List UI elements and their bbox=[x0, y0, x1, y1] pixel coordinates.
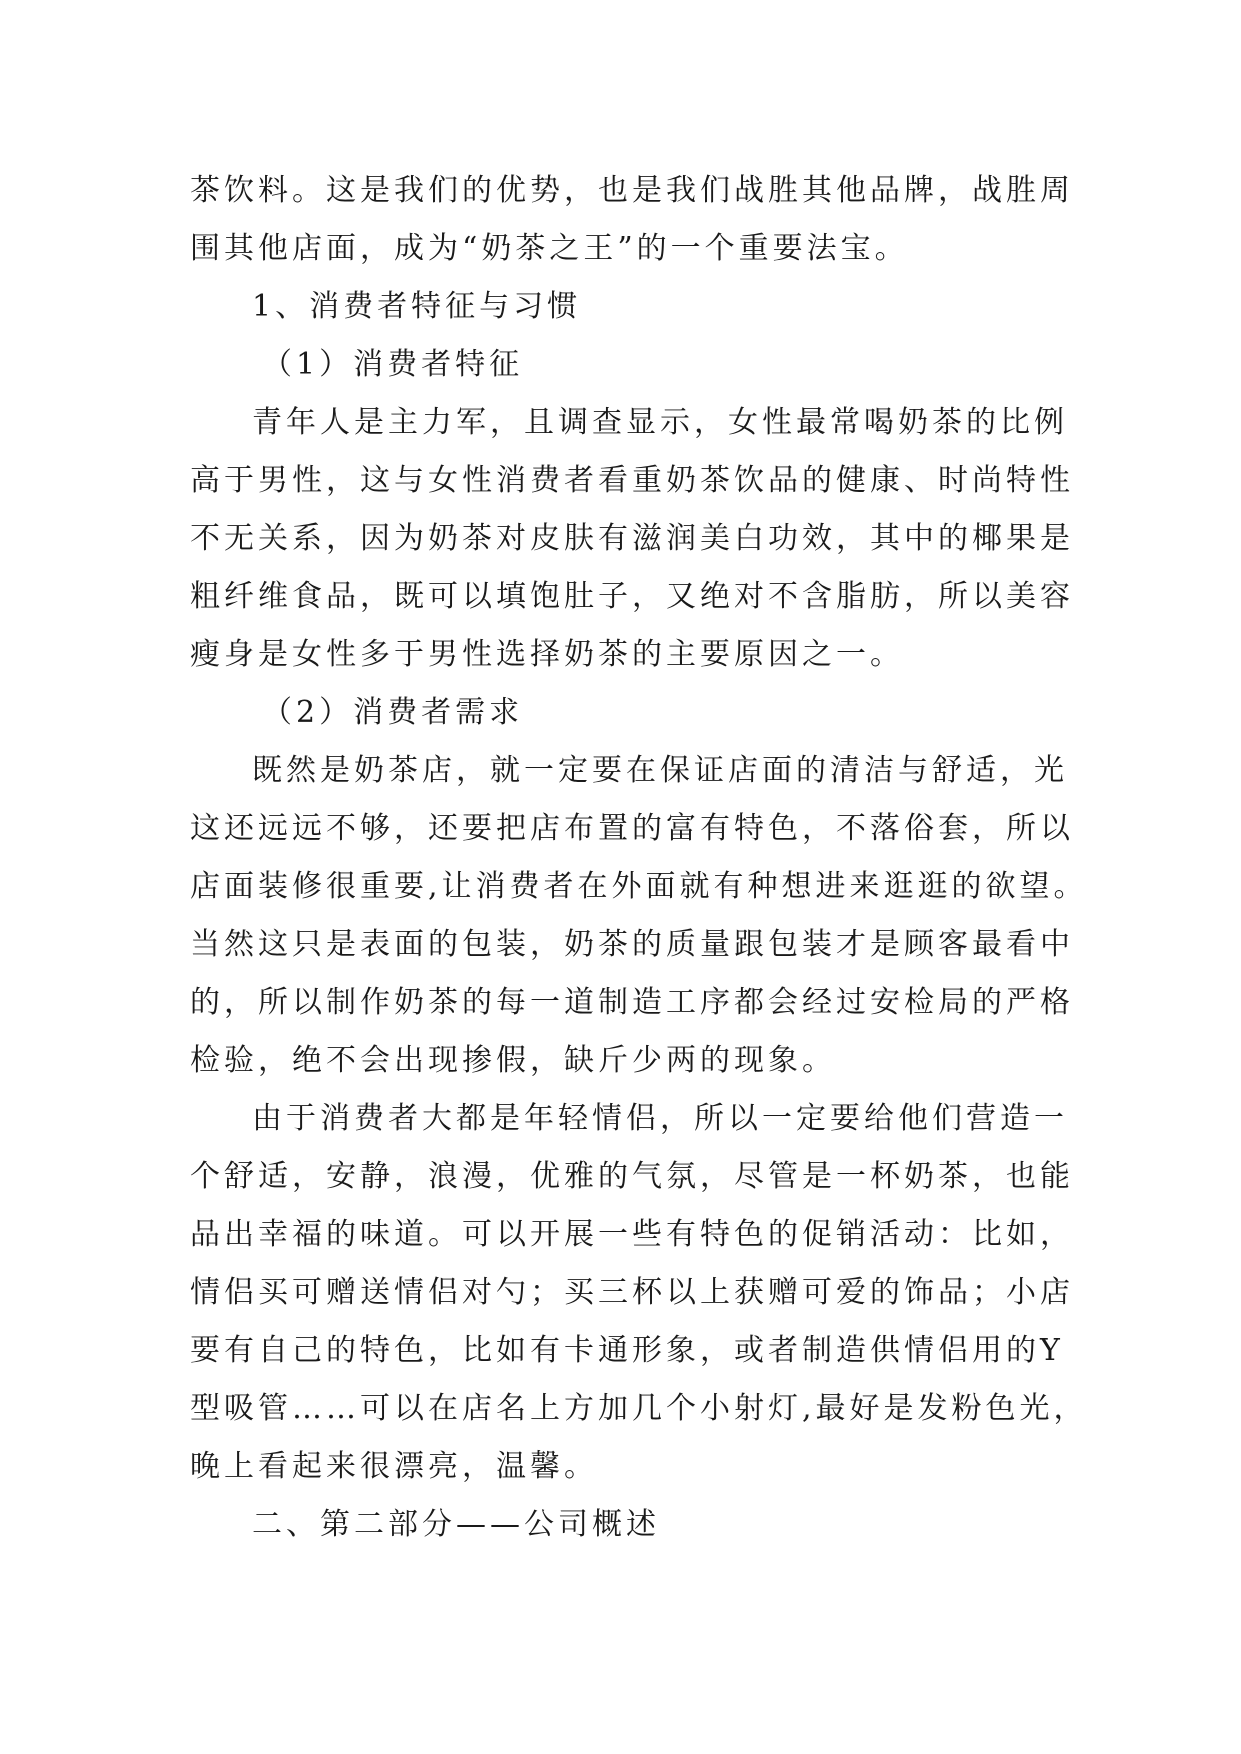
paragraph-line: 晚上看起来很漂亮，温馨。 bbox=[190, 1449, 598, 1484]
paragraph-line: 不无关系，因为奶茶对皮肤有滋润美白功效，其中的椰果是 bbox=[190, 521, 1074, 556]
paragraph-line: 店面装修很重要,让消费者在外面就有种想进来逛逛的欲望。 bbox=[190, 869, 1088, 904]
section-heading: 二、第二部分——公司概述 bbox=[252, 1507, 660, 1542]
document-body bbox=[190, 162, 1088, 1554]
paragraph-line: 当然这只是表面的包装，奶茶的质量跟包装才是顾客最看中 bbox=[190, 927, 1074, 962]
paragraph-line: 检验，绝不会出现掺假，缺斤少两的现象。 bbox=[190, 1043, 836, 1078]
paragraph-line: 青年人是主力军，且调查显示，女性最常喝奶茶的比例 bbox=[252, 405, 1068, 440]
paragraph-line: 由于消费者大都是年轻情侣，所以一定要给他们营造一 bbox=[252, 1101, 1068, 1136]
paragraph-line: 瘦身是女性多于男性选择奶茶的主要原因之一。 bbox=[190, 637, 904, 672]
paragraph-line: 情侣买可赠送情侣对勺；买三杯以上获赠可爱的饰品；小店 bbox=[190, 1275, 1074, 1310]
paragraph-line: 既然是奶茶店，就一定要在保证店面的清洁与舒适，光 bbox=[252, 753, 1068, 788]
subsection-heading: （2）消费者需求 bbox=[262, 695, 524, 730]
paragraph-line: 粗纤维食品，既可以填饱肚子，又绝对不含脂肪，所以美容 bbox=[190, 579, 1074, 614]
paragraph-line: 型吸管……可以在店名上方加几个小射灯,最好是发粉色光， bbox=[190, 1391, 1088, 1426]
paragraph-line: 高于男性，这与女性消费者看重奶茶饮品的健康、时尚特性 bbox=[190, 463, 1074, 498]
paragraph-line: 的，所以制作奶茶的每一道制造工序都会经过安检局的严格 bbox=[190, 985, 1074, 1020]
paragraph-line: 要有自己的特色，比如有卡通形象，或者制造供情侣用的Y bbox=[190, 1333, 1064, 1368]
paragraph-line: 这还远远不够，还要把店布置的富有特色，不落俗套，所以 bbox=[190, 811, 1074, 846]
paragraph-line: 个舒适，安静，浪漫，优雅的气氛，尽管是一杯奶茶，也能 bbox=[190, 1159, 1074, 1194]
paragraph-line: 围其他店面，成为“奶茶之王”的一个重要法宝。 bbox=[190, 231, 909, 266]
paragraph-line: 品出幸福的味道。可以开展一些有特色的促销活动：比如， bbox=[190, 1217, 1074, 1252]
paragraph-line: 茶饮料。这是我们的优势，也是我们战胜其他品牌，战胜周 bbox=[190, 173, 1074, 208]
section-heading: 1、消费者特征与习惯 bbox=[252, 289, 582, 324]
subsection-heading: （1）消费者特征 bbox=[262, 347, 524, 382]
